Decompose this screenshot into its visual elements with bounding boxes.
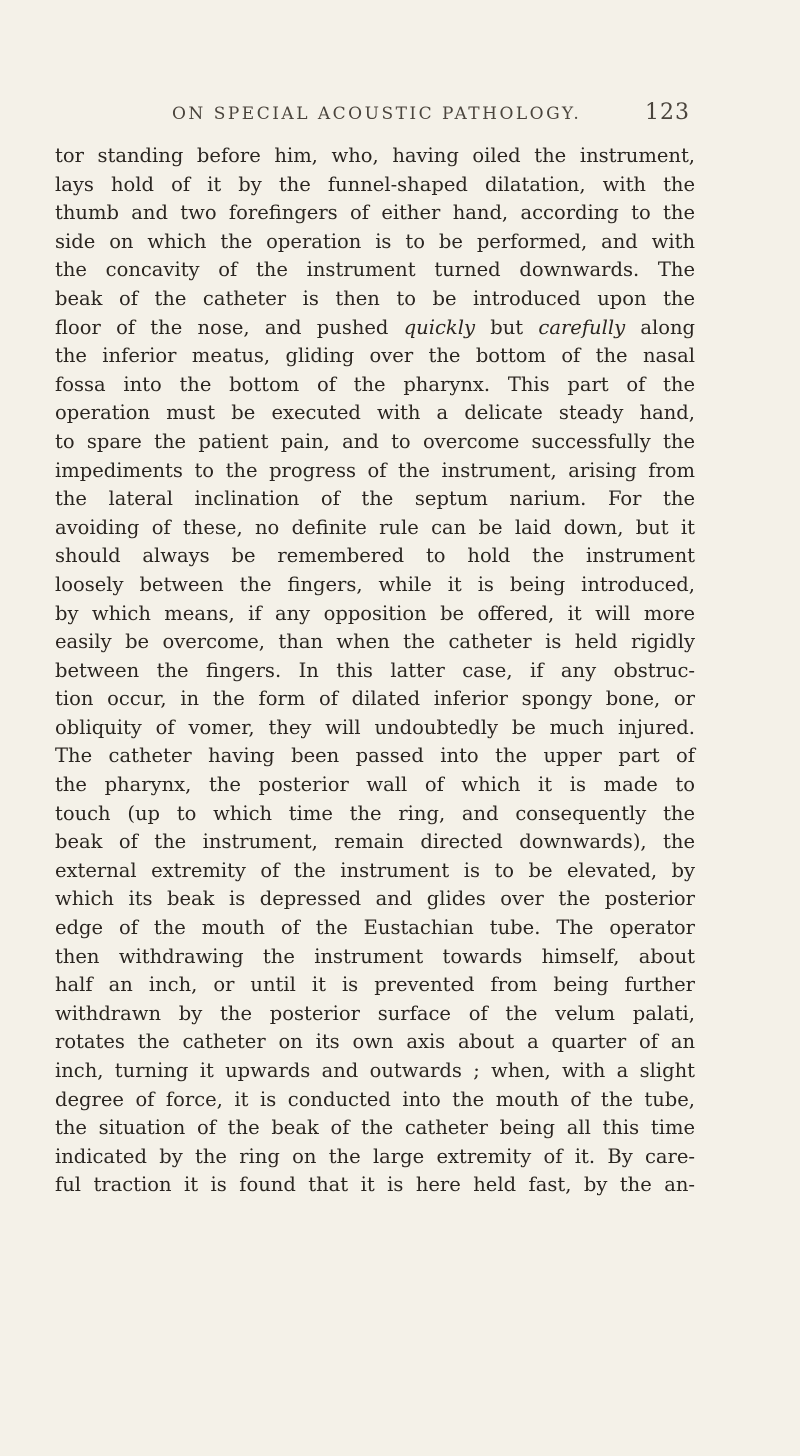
text-segment: floor of the nose, and pushed (55, 315, 404, 339)
body-text (55, 142, 695, 1200)
text-segment: along (625, 315, 696, 339)
text-line (55, 971, 695, 1000)
text-segment: indicated by the ring on the large extremity of it. By care- (55, 1144, 695, 1168)
text-segment: the situation of the beak of the catheter being all this time (55, 1116, 695, 1140)
text-line (55, 342, 695, 371)
text-segment: the inferior meatus, gliding over the bottom of the nasal (55, 344, 695, 368)
text-line (55, 685, 695, 714)
text-segment: avoiding of these, no definite rule can be laid down, but it (55, 515, 695, 539)
text-line (55, 1114, 695, 1143)
text-line (55, 428, 695, 457)
text-segment: tion occur, in the form of dilated inferior spongy bone, or (55, 687, 695, 711)
text-line (55, 256, 695, 285)
italic-text: quickly (403, 315, 475, 339)
text-line (55, 1171, 695, 1200)
italic-text: carefully (538, 315, 626, 339)
text-line (55, 485, 695, 514)
text-line (55, 914, 695, 943)
text-segment: but (474, 315, 539, 339)
text-line (55, 628, 695, 657)
text-line (55, 457, 695, 486)
text-line (55, 885, 695, 914)
text-segment: degree of force, it is conducted into the mouth of the tube, (55, 1087, 695, 1111)
text-line (55, 771, 695, 800)
text-segment: lays hold of it by the funnel-shaped dilatation, with the (55, 172, 695, 196)
text-segment: external extremity of the instrument is to be elevated, by (55, 858, 695, 882)
text-line (55, 199, 695, 228)
text-line (55, 1086, 695, 1115)
text-line (55, 399, 695, 428)
running-head-title: ON SPECIAL ACOUSTIC PATHOLOGY. (172, 104, 582, 124)
text-segment: easily be overcome, than when the catheter is held rigidly (55, 630, 695, 654)
text-line (55, 285, 695, 314)
text-segment: rotates the catheter on its own axis about a quarter of an (55, 1030, 695, 1054)
text-line (55, 800, 695, 829)
text-segment: touch (up to which time the ring, and consequently the (55, 801, 695, 825)
text-line (55, 714, 695, 743)
text-segment: ful traction it is found that it is here held fast, by the an- (55, 1173, 695, 1197)
page-number: 123 (645, 100, 690, 125)
text-segment: operation must be executed with a delicate steady hand, (55, 401, 695, 425)
text-line (55, 314, 695, 343)
text-line (55, 228, 695, 257)
text-line (55, 657, 695, 686)
text-segment: thumb and two forefingers of either hand, according to the (55, 201, 695, 225)
text-segment: the pharynx, the posterior wall of which it is made to (55, 773, 695, 797)
text-segment: The catheter having been passed into the upper part of (55, 744, 695, 768)
text-segment: then withdrawing the instrument towards himself, about (55, 944, 695, 968)
text-line (55, 542, 695, 571)
text-line (55, 371, 695, 400)
text-segment: half an inch, or until it is prevented from being further (55, 973, 695, 997)
text-segment: to spare the patient pain, and to overcome successfully the (55, 429, 695, 453)
text-segment: beak of the catheter is then to be introduced upon the (55, 286, 695, 310)
text-segment: which its beak is depressed and glides over the posterior (55, 887, 695, 911)
text-segment: between the fingers. In this latter case, if any obstruc- (55, 658, 695, 682)
text-line (55, 742, 695, 771)
text-line (55, 571, 695, 600)
text-segment: beak of the instrument, remain directed downwards), the (55, 830, 695, 854)
text-segment: impediments to the progress of the instrument, arising from (55, 458, 695, 482)
text-line (55, 1057, 695, 1086)
text-segment: inch, turning it upwards and outwards ; when, with a slight (55, 1059, 695, 1082)
text-line (55, 828, 695, 857)
text-segment: side on which the operation is to be performed, and with (55, 229, 695, 253)
text-line (55, 857, 695, 886)
text-line (55, 1143, 695, 1172)
text-line (55, 514, 695, 543)
text-segment: by which means, if any opposition be offered, it will more (55, 601, 695, 625)
text-segment: withdrawn by the posterior surface of the velum palati, (55, 1001, 695, 1025)
text-segment: obliquity of vomer, they will undoubtedly be much injured. (55, 715, 695, 739)
text-segment: the lateral inclination of the septum narium. For the (55, 487, 695, 511)
text-line (55, 943, 695, 972)
text-segment: the concavity of the instrument turned downwards. The (55, 258, 695, 282)
text-line (55, 142, 695, 171)
text-line (55, 1028, 695, 1057)
text-segment: should always be remembered to hold the instrument (55, 544, 695, 568)
text-line (55, 171, 695, 200)
text-segment: edge of the mouth of the Eustachian tube. The operator (55, 916, 695, 940)
text-line (55, 1000, 695, 1029)
text-line (55, 600, 695, 629)
running-head (172, 100, 690, 128)
text-segment: tor standing before him, who, having oiled the instrument, (55, 144, 695, 167)
text-segment: loosely between the fingers, while it is being introduced, (55, 572, 695, 596)
text-segment: fossa into the bottom of the pharynx. This part of the (55, 372, 695, 396)
